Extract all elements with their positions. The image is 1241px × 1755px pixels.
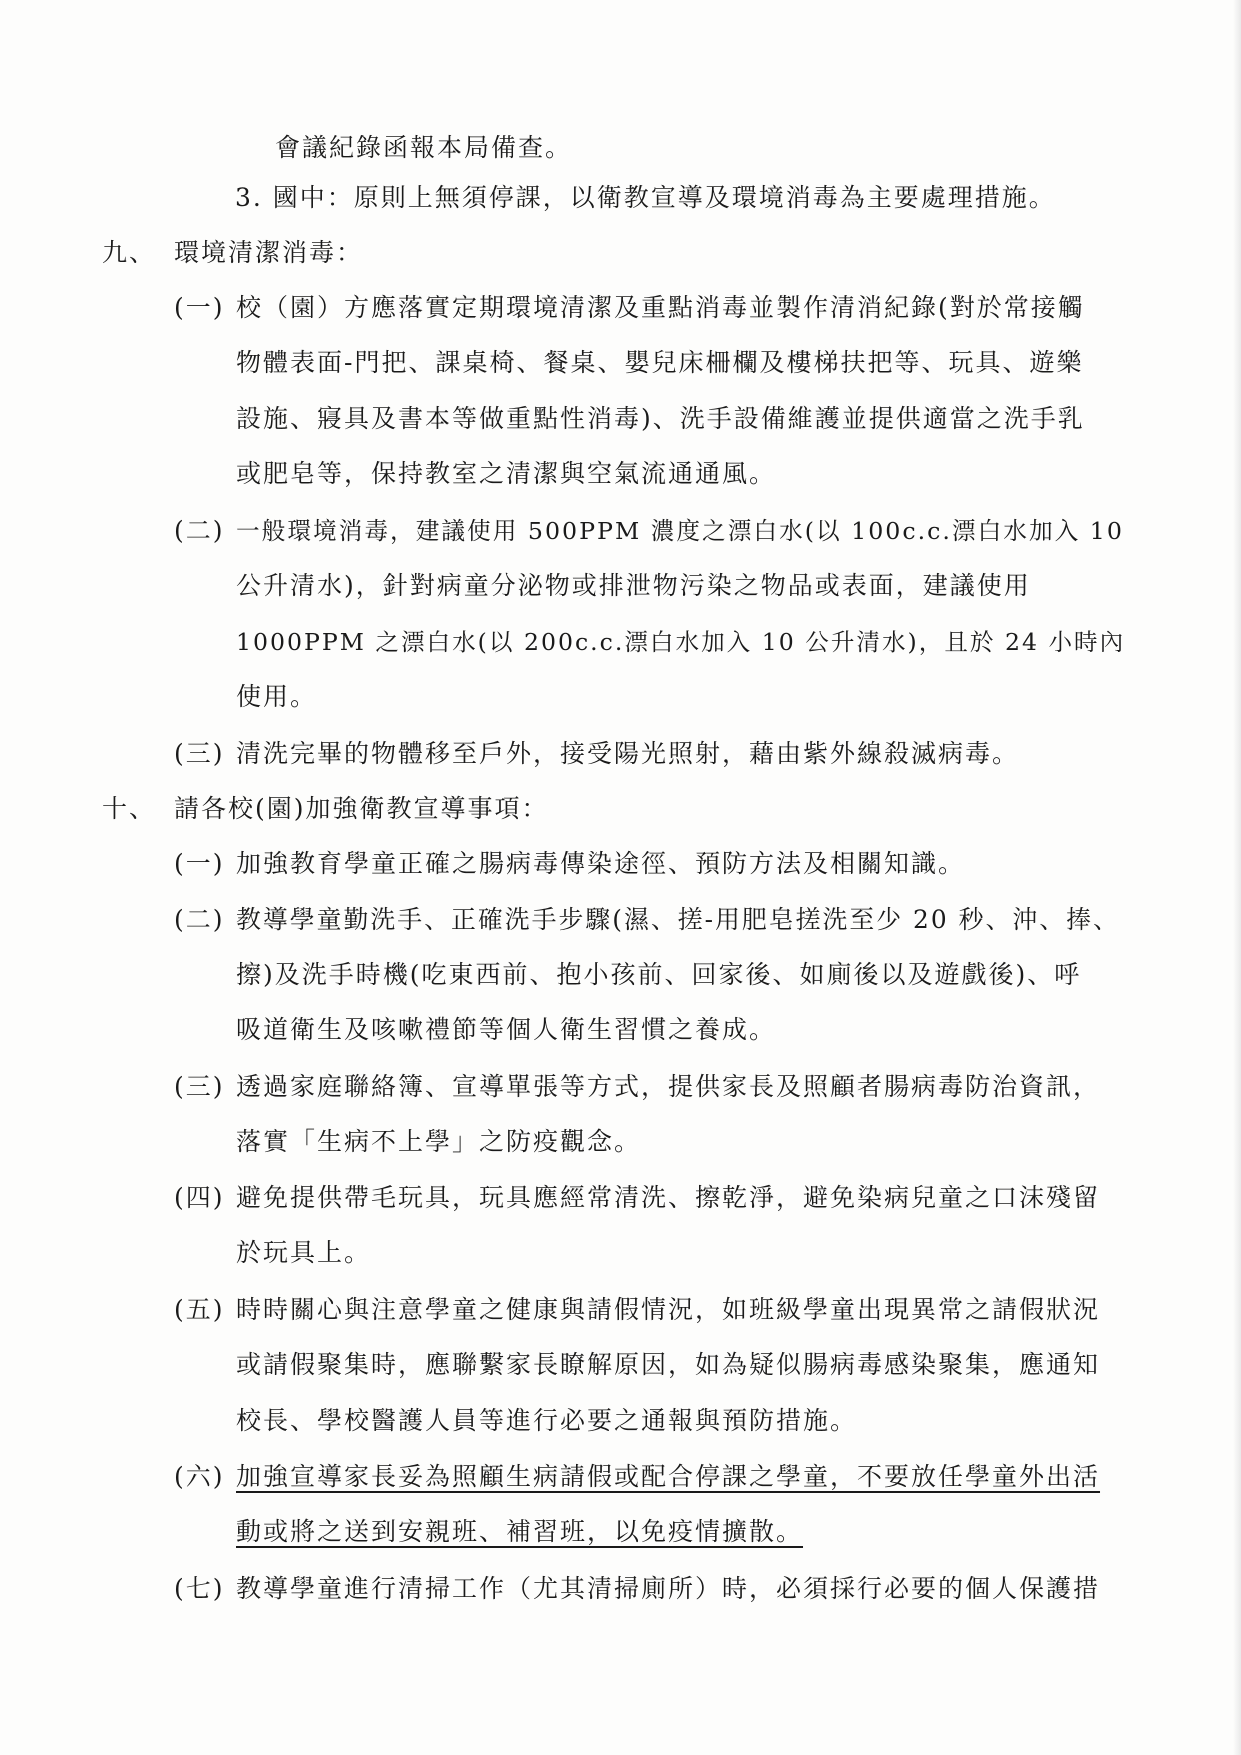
section-10-p3-line-2: 落實「生病不上學」之防疫觀念。 [236, 1127, 642, 1156]
section-10-label: 十、 [102, 794, 157, 823]
section-10-p7-line-1: 教導學童進行清掃工作（尤其清掃廁所）時，必須採行必要的個人保護措 [236, 1574, 1101, 1603]
section-9-title: 環境清潔消毒： [174, 238, 364, 267]
section-10-p1-marker: (一) [174, 849, 225, 878]
section-9-p2-line-4: 使用。 [236, 682, 318, 711]
section-9-p2-line-2: 公升清水)，針對病童分泌物或排泄物污染之物品或表面，建議使用 [236, 571, 1031, 600]
section-10-p5-line-2: 或請假聚集時，應聯繫家長瞭解原因，如為疑似腸病毒感染聚集，應通知 [236, 1350, 1101, 1379]
section-10-p4-line-2: 於玩具上。 [236, 1238, 372, 1267]
section-10-p6-line-2: 動或將之送到安親班、補習班，以免疫情擴散。 [236, 1517, 804, 1546]
section-10-p3-line-1: 透過家庭聯絡簿、宣導單張等方式，提供家長及照顧者腸病毒防治資訊， [236, 1072, 1101, 1101]
section-10-p4-marker: (四) [174, 1183, 225, 1212]
section-9-p1-line-2: 物體表面-門把、課桌椅、餐桌、嬰兒床柵欄及樓梯扶把等、玩具、遊樂 [236, 348, 1084, 377]
section-10-p7-marker: (七) [174, 1574, 225, 1603]
section-9-p1-line-4: 或肥皂等，保持教室之清潔與空氣流通通風。 [236, 459, 777, 488]
section-10-p1-line-1: 加強教育學童正確之腸病毒傳染途徑、預防方法及相關知識。 [236, 849, 966, 878]
section-10-p5-line-1: 時時關心與注意學童之健康與請假情況，如班級學童出現異常之請假狀況 [236, 1295, 1101, 1324]
section-9-p1-line-3: 設施、寢具及書本等做重點性消毒)、洗手設備維護並提供適當之洗手乳 [236, 404, 1085, 433]
scan-edge [1233, 0, 1241, 1755]
section-10-p5-line-3: 校長、學校醫護人員等進行必要之通報與預防措施。 [236, 1406, 858, 1435]
item-3-line: 3. 國中：原則上無須停課，以衛教宣導及環境消毒為主要處理措施。 [235, 183, 1056, 212]
section-10-p5-marker: (五) [174, 1295, 225, 1324]
section-9-p2-marker: (二) [174, 516, 225, 545]
section-9-p3-marker: (三) [174, 739, 225, 768]
section-10-p4-line-1: 避免提供帶毛玩具，玩具應經常清洗、擦乾淨，避免染病兒童之口沫殘留 [236, 1183, 1101, 1212]
section-9-p1-line-1: 校（園）方應落實定期環境清潔及重點消毒並製作清消紀錄(對於常接觸 [236, 293, 1085, 322]
section-10-p6-marker: (六) [174, 1462, 225, 1491]
section-9-label: 九、 [102, 238, 157, 267]
section-9-p3-line-1: 清洗完畢的物體移至戶外，接受陽光照射，藉由紫外線殺滅病毒。 [236, 739, 1020, 768]
section-9-p1-marker: (一) [174, 293, 225, 322]
section-9-p2-line-3: 1000PPM 之漂白水(以 200c.c.漂白水加入 10 公升清水)，且於 24 小時內 [236, 628, 1126, 656]
section-10-title: 請各校(園)加強衛教宣導事項： [174, 794, 549, 823]
section-9-p2-line-1: 一般環境消毒，建議使用 500PPM 濃度之漂白水(以 100c.c.漂白水加入 10 [236, 517, 1124, 545]
section-10-p2-marker: (二) [174, 905, 225, 934]
section-10-p6-line-1: 加強宣導家長妥為照顧生病請假或配合停課之學童，不要放任學童外出活 [236, 1462, 1101, 1491]
intro-line: 會議紀錄函報本局備查。 [275, 133, 573, 162]
section-10-p3-marker: (三) [174, 1072, 225, 1101]
section-10-p2-line-2: 擦)及洗手時機(吃東西前、抱小孩前、回家後、如廁後以及遊戲後)、呼 [236, 960, 1082, 989]
section-10-p2-line-3: 吸道衛生及咳嗽禮節等個人衛生習慣之養成。 [236, 1015, 777, 1044]
section-10-p2-line-1: 教導學童勤洗手、正確洗手步驟(濕、搓-用肥皂搓洗至少 20 秒、沖、捧、 [236, 905, 1120, 934]
